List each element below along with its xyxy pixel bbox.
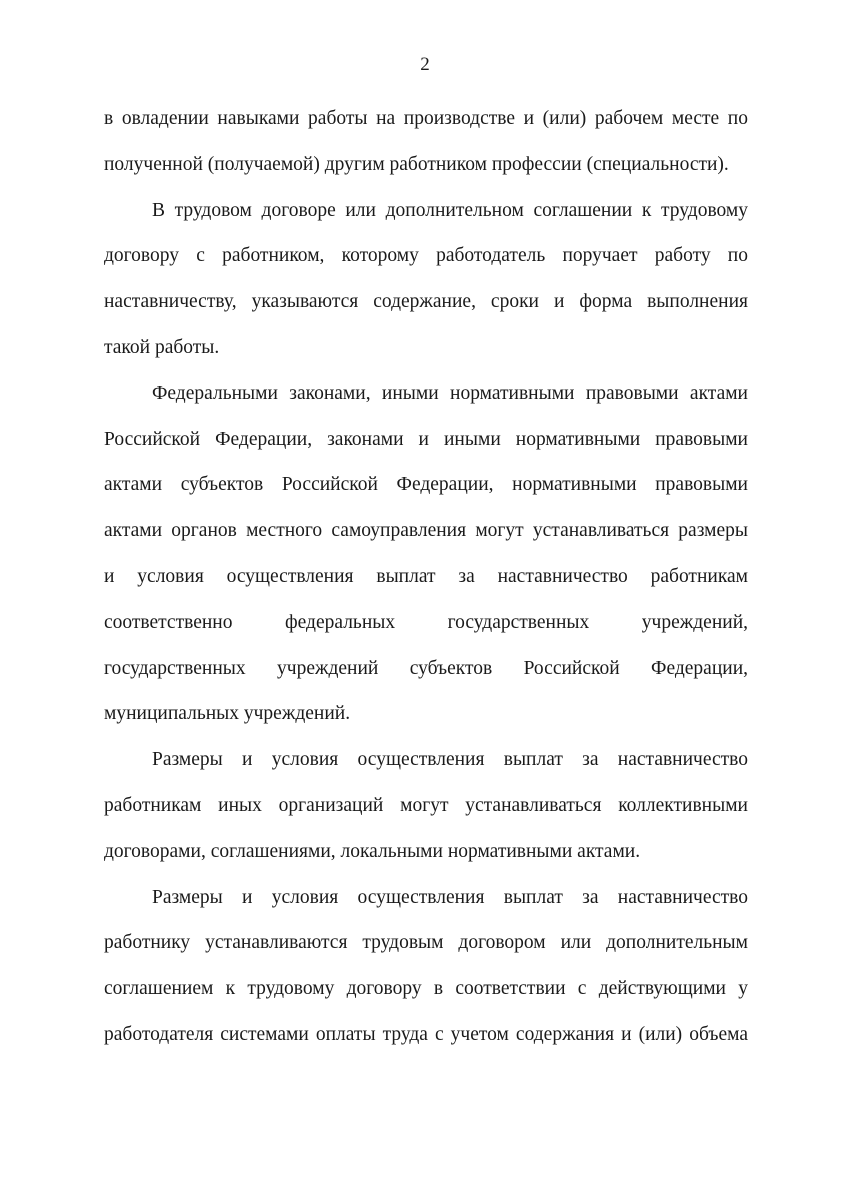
text-line: соответственно федеральных государственных учреждений,: [104, 611, 748, 633]
text-line: в овладении навыками работы на производстве и (или) рабочем месте по: [104, 108, 748, 129]
text-line: наставничеству, указываются содержание, сроки и форма выполнения: [104, 291, 748, 313]
paragraph-2: [104, 188, 748, 371]
text-line: Федеральными законами, иными нормативными правовыми актами: [152, 382, 748, 404]
text-line: полученной (получаемой) другим работником профессии (специальности).: [104, 153, 729, 175]
text-line: договору с работником, которому работодатель поручает работу по: [104, 245, 748, 267]
text-line: работникам иных организаций могут устанавливаться коллективными: [104, 794, 748, 816]
text-line: муниципальных учреждений.: [104, 703, 351, 725]
body-text: [104, 96, 748, 1058]
paragraph-4: [104, 737, 748, 874]
text-line: и условия осуществления выплат за наставничество работникам: [104, 565, 748, 587]
text-line: работодателя системами оплаты труда с учетом содержания и (или) объема: [104, 1023, 748, 1045]
text-line: В трудовом договоре или дополнительном соглашении к трудовому: [152, 199, 748, 221]
text-line: такой работы.: [104, 336, 220, 358]
page-number: 2: [420, 54, 430, 75]
paragraph-3: [104, 371, 748, 737]
paragraph-1: [104, 96, 748, 188]
text-line: государственных учреждений субъектов Российской Федерации,: [104, 657, 748, 679]
paragraph-5: [104, 875, 748, 1058]
text-line: Российской Федерации, законами и иными нормативными правовыми: [104, 428, 748, 450]
text-line: договорами, соглашениями, локальными нормативными актами.: [104, 840, 641, 862]
text-line: Размеры и условия осуществления выплат за наставничество: [152, 886, 748, 908]
text-line: работнику устанавливаются трудовым договором или дополнительным: [104, 932, 748, 954]
text-line: соглашением к трудовому договору в соответствии с действующими у: [104, 978, 748, 1000]
text-line: актами органов местного самоуправления могут устанавливаться размеры: [104, 520, 748, 542]
text-line: актами субъектов Российской Федерации, нормативными правовыми: [104, 474, 748, 496]
text-line: Размеры и условия осуществления выплат за наставничество: [152, 749, 748, 771]
